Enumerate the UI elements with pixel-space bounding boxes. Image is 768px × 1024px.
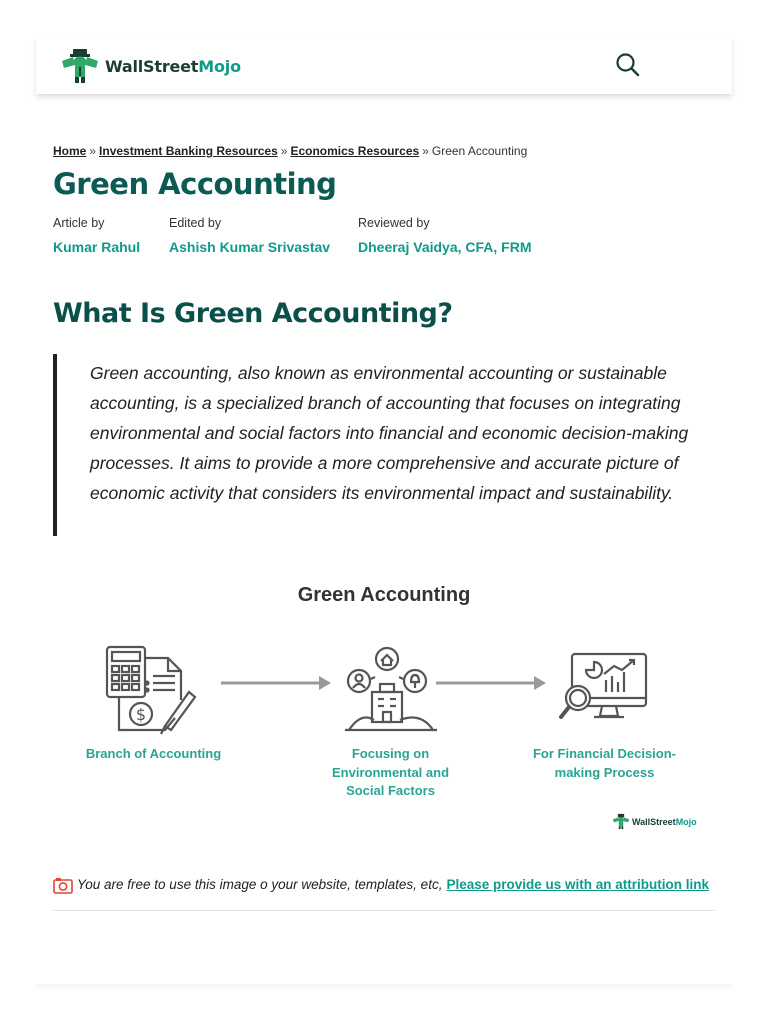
- camera-icon: [53, 877, 73, 894]
- credit-reviewer: [358, 216, 532, 255]
- flow-arrow: [436, 675, 548, 696]
- logo-wordmark-part2: Mojo: [198, 56, 241, 76]
- logo-wordmark-part1: WallStreet: [105, 56, 199, 76]
- calculator-document-icon: [103, 644, 198, 741]
- attribution-note: You are free to use this image o your website, templates, etc,: [77, 877, 443, 892]
- credit-role: Edited by: [169, 216, 222, 230]
- breadcrumb: [53, 144, 527, 158]
- analytics-monitor-icon: [558, 652, 650, 733]
- breadcrumb-separator: »: [89, 144, 97, 158]
- logo-wordmark: [105, 57, 241, 76]
- site-header: [36, 36, 732, 94]
- infographic-step-label: Branch of Accounting: [85, 746, 222, 761]
- watermark-part2: Mojo: [675, 816, 697, 827]
- definition-text: Green accounting, also known as environmental accounting or sustainable accounting, is a specialized branch of accounting that focuses on integrating environmental and social factors into financial and economic decision-making processes. It aims to provide a more comprehensive and accurate picture of economic activity that considers its environmental impact and sustainability.: [90, 363, 689, 503]
- breadcrumb-current: Green Accounting: [431, 144, 528, 158]
- breadcrumb-separator: »: [280, 144, 288, 158]
- breadcrumb-link-investment-banking[interactable]: Investment Banking Resources: [99, 144, 278, 158]
- svg-text:$: $: [135, 705, 147, 724]
- reviewer-link[interactable]: Dheeraj Vaidya, CFA, FRM: [358, 239, 532, 255]
- site-logo[interactable]: [60, 47, 241, 85]
- credit-role: Article by: [53, 216, 105, 230]
- footer-divider: [36, 984, 732, 990]
- section-heading: What Is Green Accounting?: [53, 298, 453, 329]
- search-icon: [614, 51, 642, 79]
- breadcrumb-separator: »: [422, 144, 429, 158]
- credit-editor: [169, 216, 330, 255]
- infographic-step-label: Focusing on Environmental and Social Factors: [331, 746, 450, 798]
- page-title: Green Accounting: [53, 167, 337, 201]
- logo-mascot-icon: [612, 813, 630, 830]
- editor-link[interactable]: Ashish Kumar Srivastav: [169, 239, 331, 255]
- credit-role: Reviewed by: [358, 216, 430, 230]
- breadcrumb-link-home[interactable]: Home: [53, 144, 87, 158]
- environment-social-icon: [341, 646, 441, 737]
- attribution-link[interactable]: Please provide us with an attribution link: [446, 877, 709, 892]
- author-link[interactable]: Kumar Rahul: [53, 239, 141, 255]
- infographic: [53, 570, 715, 845]
- credit-author: [53, 216, 140, 255]
- watermark-part1: WallStreet: [632, 816, 676, 827]
- logo-mascot-icon: [60, 47, 100, 85]
- infographic-step-label: For Financial Decision-making Process: [532, 746, 677, 780]
- flow-arrow: [221, 675, 333, 696]
- image-attribution: [53, 877, 715, 911]
- infographic-watermark: [612, 813, 697, 830]
- breadcrumb-link-economics[interactable]: Economics Resources: [290, 144, 420, 158]
- infographic-title: Green Accounting: [297, 584, 471, 606]
- search-button[interactable]: [614, 51, 642, 79]
- definition-blockquote: [53, 354, 723, 536]
